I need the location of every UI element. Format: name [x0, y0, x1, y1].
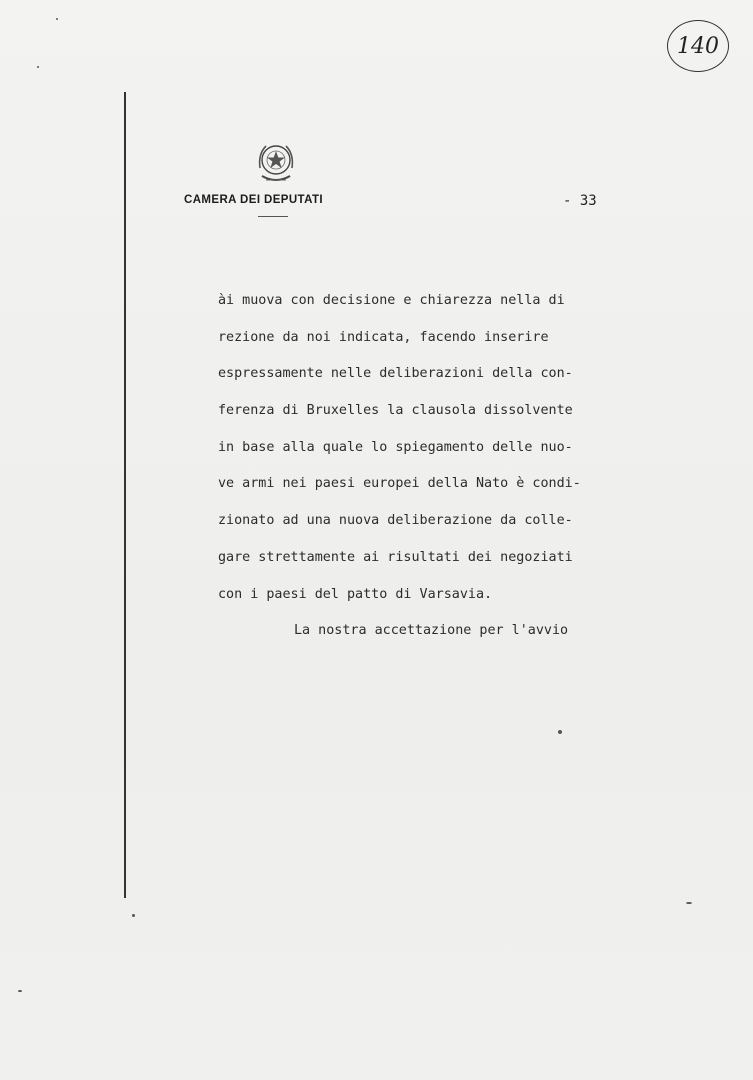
scan-speck	[18, 990, 22, 992]
scan-speck	[686, 902, 692, 904]
chamber-heading: CAMERA DEI DEPUTATI	[184, 194, 323, 206]
text-line: zionato ad una nuova deliberazione da colle-	[218, 513, 573, 529]
text-line: in base alla quale lo spiegamento delle nuo-	[218, 439, 573, 455]
text-line: espressamente nelle deliberazioni della con-	[218, 366, 573, 382]
text-line: ferenza di Bruxelles la clausola dissolvente	[218, 403, 573, 419]
text-line: gare strettamente ai risultati dei negoziati	[218, 549, 573, 565]
scan-speck	[37, 66, 39, 68]
scan-speck	[558, 730, 562, 734]
text-line: ài muova con decisione e chiarezza nella di	[218, 293, 565, 308]
handwritten-page-number: 140	[667, 20, 729, 72]
page-number: - 33	[563, 193, 597, 209]
scan-speck	[56, 18, 58, 20]
text-line: ve armi nei paesi europei della Nato è condi-	[218, 476, 581, 492]
italian-republic-emblem-icon	[252, 138, 300, 190]
scan-speck	[132, 914, 135, 917]
heading-underline	[258, 216, 288, 217]
margin-rule	[124, 92, 126, 898]
text-line: La nostra accettazione per l'avvio	[294, 623, 569, 639]
typed-body-text	[218, 291, 658, 658]
text-line: con i paesi del patto di Varsavia.	[218, 586, 493, 602]
text-line: rezione da noi indicata, facendo inserire	[218, 329, 549, 345]
